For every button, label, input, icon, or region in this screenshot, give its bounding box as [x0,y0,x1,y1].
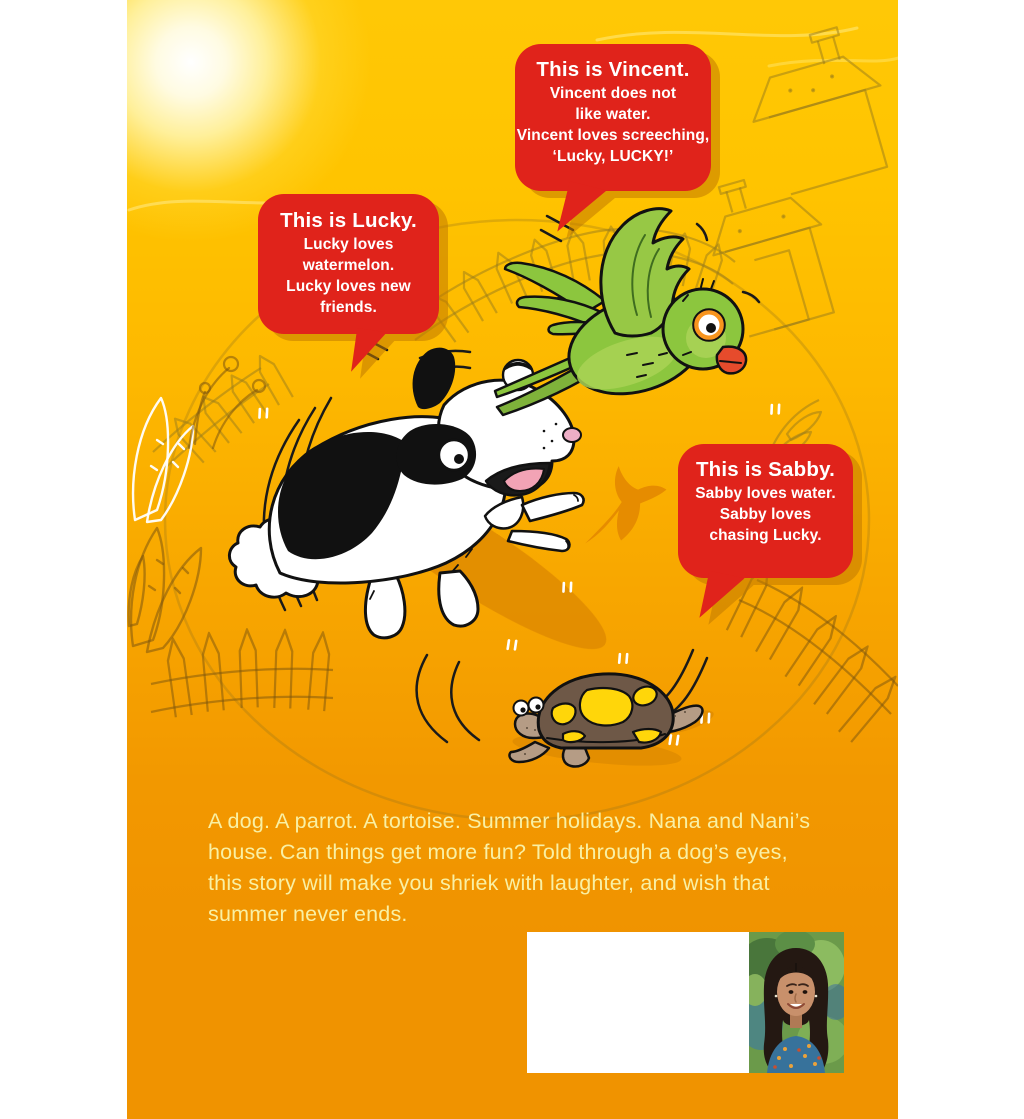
bubble-title: This is Vincent. [536,58,690,81]
blurb-line: summer never ends. [208,902,408,926]
bubble-line: watermelon. [302,257,395,274]
dog-front-leg [508,531,569,551]
dog-eye [439,440,469,470]
dog-hind-leg [365,575,404,638]
bubble-line: Sabby loves [719,506,812,523]
bubble-title: This is Sabby. [695,458,836,481]
blurb-line: house. Can things get more fun? Told through a dog’s eyes, [208,840,788,864]
cover-page [127,0,898,1119]
speech-bubble-lucky [258,194,439,334]
bubble-line: ‘Lucky, LUCKY!’ [552,148,674,165]
dog-pupil [454,454,464,464]
speech-bubble-tail [351,328,387,376]
bubble-line: friends. [320,299,377,316]
dog-nose [563,428,581,442]
dog-hind-leg [439,571,478,626]
parrot-beak [717,347,746,374]
bubble-line: Lucky loves [303,236,394,253]
tortoise-illustration [505,652,705,772]
barcode-placeholder [527,932,749,1073]
bubble-line: like water. [575,106,651,123]
bubble-title: This is Lucky. [280,209,417,232]
blurb-line: A dog. A parrot. A tortoise. Summer holidays. Nana and Nani’s [208,809,811,833]
tortoise-eye [529,698,544,713]
sky-swirl-doodle [129,28,898,210]
back-cover-blurb [208,806,888,930]
bubble-line: Lucky loves new [286,278,411,295]
dog-front-leg [522,493,584,521]
speech-bubble-sabby [678,444,853,578]
photo-portrait [764,948,829,1073]
bubble-line: Sabby loves water. [695,485,836,502]
parrot-pupil [706,323,716,333]
bubble-line: Vincent loves screeching, [516,127,710,144]
tortoise-front-leg [509,742,549,762]
bubble-line: chasing Lucky. [709,527,822,544]
author-photo [749,932,844,1073]
tortoise-mid-leg [563,748,589,767]
speech-bubble-vincent [515,44,711,191]
blurb-line: this story will make you shriek with laughter, and wish that [208,871,770,895]
bubble-line: Vincent does not [549,85,677,102]
parrot-illustration [487,205,787,430]
tortoise-eye [514,701,529,716]
